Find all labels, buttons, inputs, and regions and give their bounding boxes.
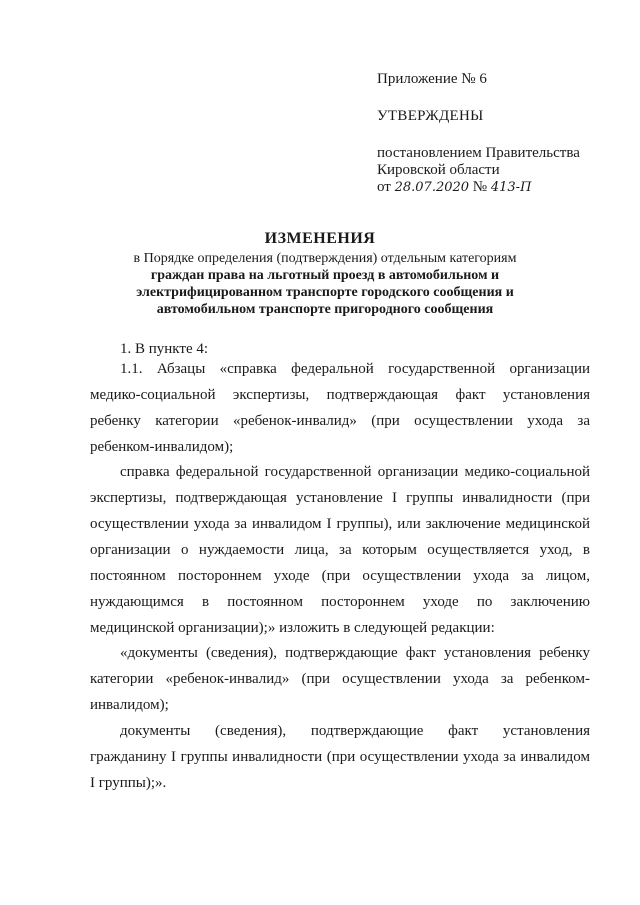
document-title: ИЗМЕНЕНИЯ (264, 230, 376, 247)
text-line: документы (сведения), подтверждающие факт установления (120, 723, 590, 739)
paragraph-new-wording-2 (90, 718, 590, 796)
document-subtitle (90, 250, 560, 318)
paragraph-1-1 (90, 356, 590, 460)
handwritten-date: 28.07.2020 (394, 180, 470, 195)
text-line: нуждающимся в постоянном постороннем уходе по заключению (90, 594, 590, 610)
text-line: экспертизы, подтверждающая установление I группы инвалидности (при (90, 490, 590, 506)
text-line: ребенку категории «ребенок-инвалид» (при осуществлении ухода за (90, 413, 590, 429)
text-line: 1.1. Абзацы «справка федеральной государственной организации (120, 361, 590, 377)
region-line: Кировской области (377, 162, 500, 178)
text-line: «документы (сведения), подтверждающие факт установления ребенку (120, 645, 590, 661)
text-line: осуществлении ухода за инвалидом I группы), или заключение медицинской (90, 516, 590, 532)
subtitle-line: автомобильном транспорте пригородного сообщения (156, 302, 494, 317)
appendix-number: Приложение № 6 (377, 71, 487, 87)
text-line: медицинской организации);» изложить в следующей редакции: (90, 620, 495, 636)
text-line: инвалидом); (90, 697, 169, 713)
text-line: справка федеральной государственной организации медико-социальной (120, 464, 590, 480)
text-line: ребенком-инвалидом); (90, 439, 234, 455)
subtitle-line: в Порядке определения (подтверждения) отдельным категориям (133, 251, 517, 266)
date-number-line (377, 178, 531, 197)
text-line: организации о нуждаемости лица, за которым осуществляется уход, в (90, 542, 590, 558)
text-line: категории «ребенок-инвалид» (при осуществлении ухода за ребенком- (90, 671, 590, 687)
paragraph-certificate (90, 459, 590, 641)
number-prefix: № (472, 179, 488, 195)
subtitle-line: граждан права на льготный проезд в автомобильном и (150, 268, 500, 283)
paragraph-new-wording-1 (90, 640, 590, 718)
handwritten-number: 413-П (490, 180, 532, 195)
date-prefix: от (377, 179, 391, 195)
text-line: 1. В пункте 4: (120, 341, 209, 357)
decree-line: постановлением Правительства (377, 145, 580, 161)
text-line: медико-социальной экспертизы, подтверждающая факт установления (90, 387, 590, 403)
text-line: гражданину I группы инвалидности (при осуществлении ухода за инвалидом (90, 749, 590, 765)
text-line: I группы);». (90, 775, 167, 791)
subtitle-line: электрифицированном транспорте городского сообщения и (136, 285, 514, 300)
text-line: постоянном постороннем уходе (при осуществлении ухода за лицом, (90, 568, 590, 584)
approved-label: УТВЕРЖДЕНЫ (377, 108, 484, 124)
